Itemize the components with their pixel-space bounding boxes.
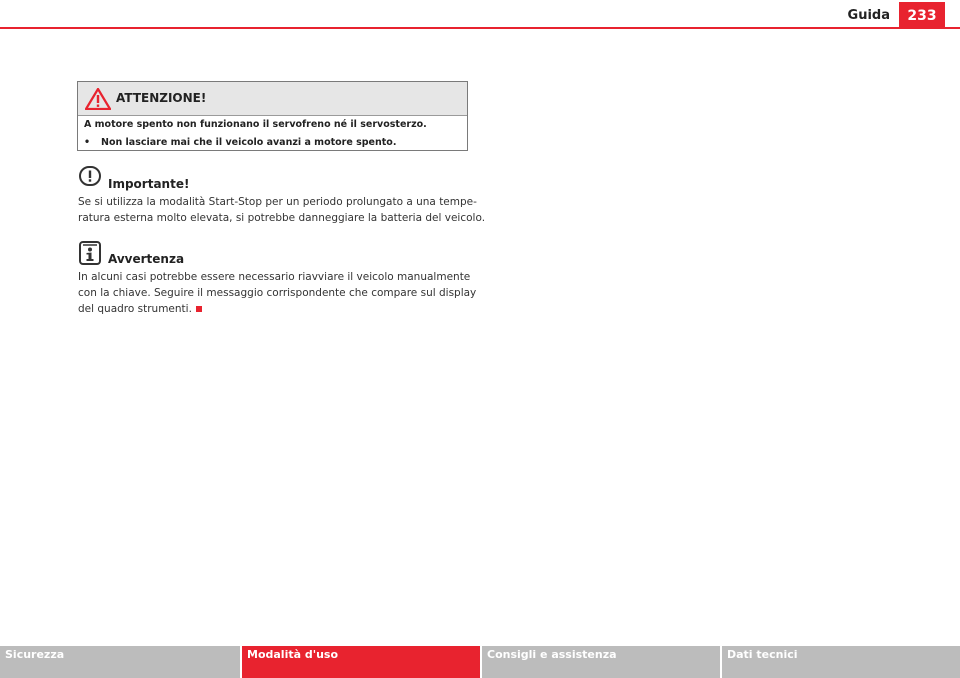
footer-nav: [0, 646, 960, 678]
tab-modalita-uso[interactable]: Modalità d'uso: [240, 646, 480, 678]
tab-consigli-assistenza[interactable]: Consigli e assistenza: [480, 646, 720, 678]
warning-triangle-icon: [85, 88, 111, 110]
info-note-icon: [79, 241, 101, 265]
bullet-icon: •: [84, 137, 91, 148]
note-text-line: con la chiave. Seguire il messaggio corrispondente che compare sul display: [78, 287, 477, 299]
warning-bullet-text: Non lasciare mai che il veicolo avanzi a motore spento.: [101, 137, 397, 148]
note-title: Avvertenza: [108, 252, 185, 266]
note-text-line: In alcuni casi potrebbe essere necessario riavviare il veicolo manualmente: [78, 271, 471, 283]
note-text-last-line: [78, 301, 202, 317]
important-text-line: Se si utilizza la modalità Start-Stop per un periodo prolungato a una tempe-: [78, 196, 477, 208]
tab-sicurezza[interactable]: Sicurezza: [0, 646, 240, 678]
warning-text: A motore spento non funzionano il servofreno né il servosterzo.: [84, 119, 427, 130]
warning-header: [78, 82, 467, 116]
tab-dati-tecnici[interactable]: Dati tecnici: [720, 646, 960, 678]
warning-title: ATTENZIONE!: [116, 91, 207, 105]
header-divider: [0, 27, 960, 29]
header-title: Guida: [847, 8, 890, 23]
warning-box: [77, 81, 468, 151]
section-end-marker-icon: [196, 306, 202, 312]
exclamation-circle-icon: [79, 165, 101, 187]
note-text-line: del quadro strumenti.: [78, 303, 192, 315]
important-text-line: ratura esterna molto elevata, si potrebbe danneggiare la batteria del veicolo.: [78, 212, 486, 224]
page-number: 233: [899, 2, 945, 28]
important-title: Importante!: [108, 177, 190, 191]
